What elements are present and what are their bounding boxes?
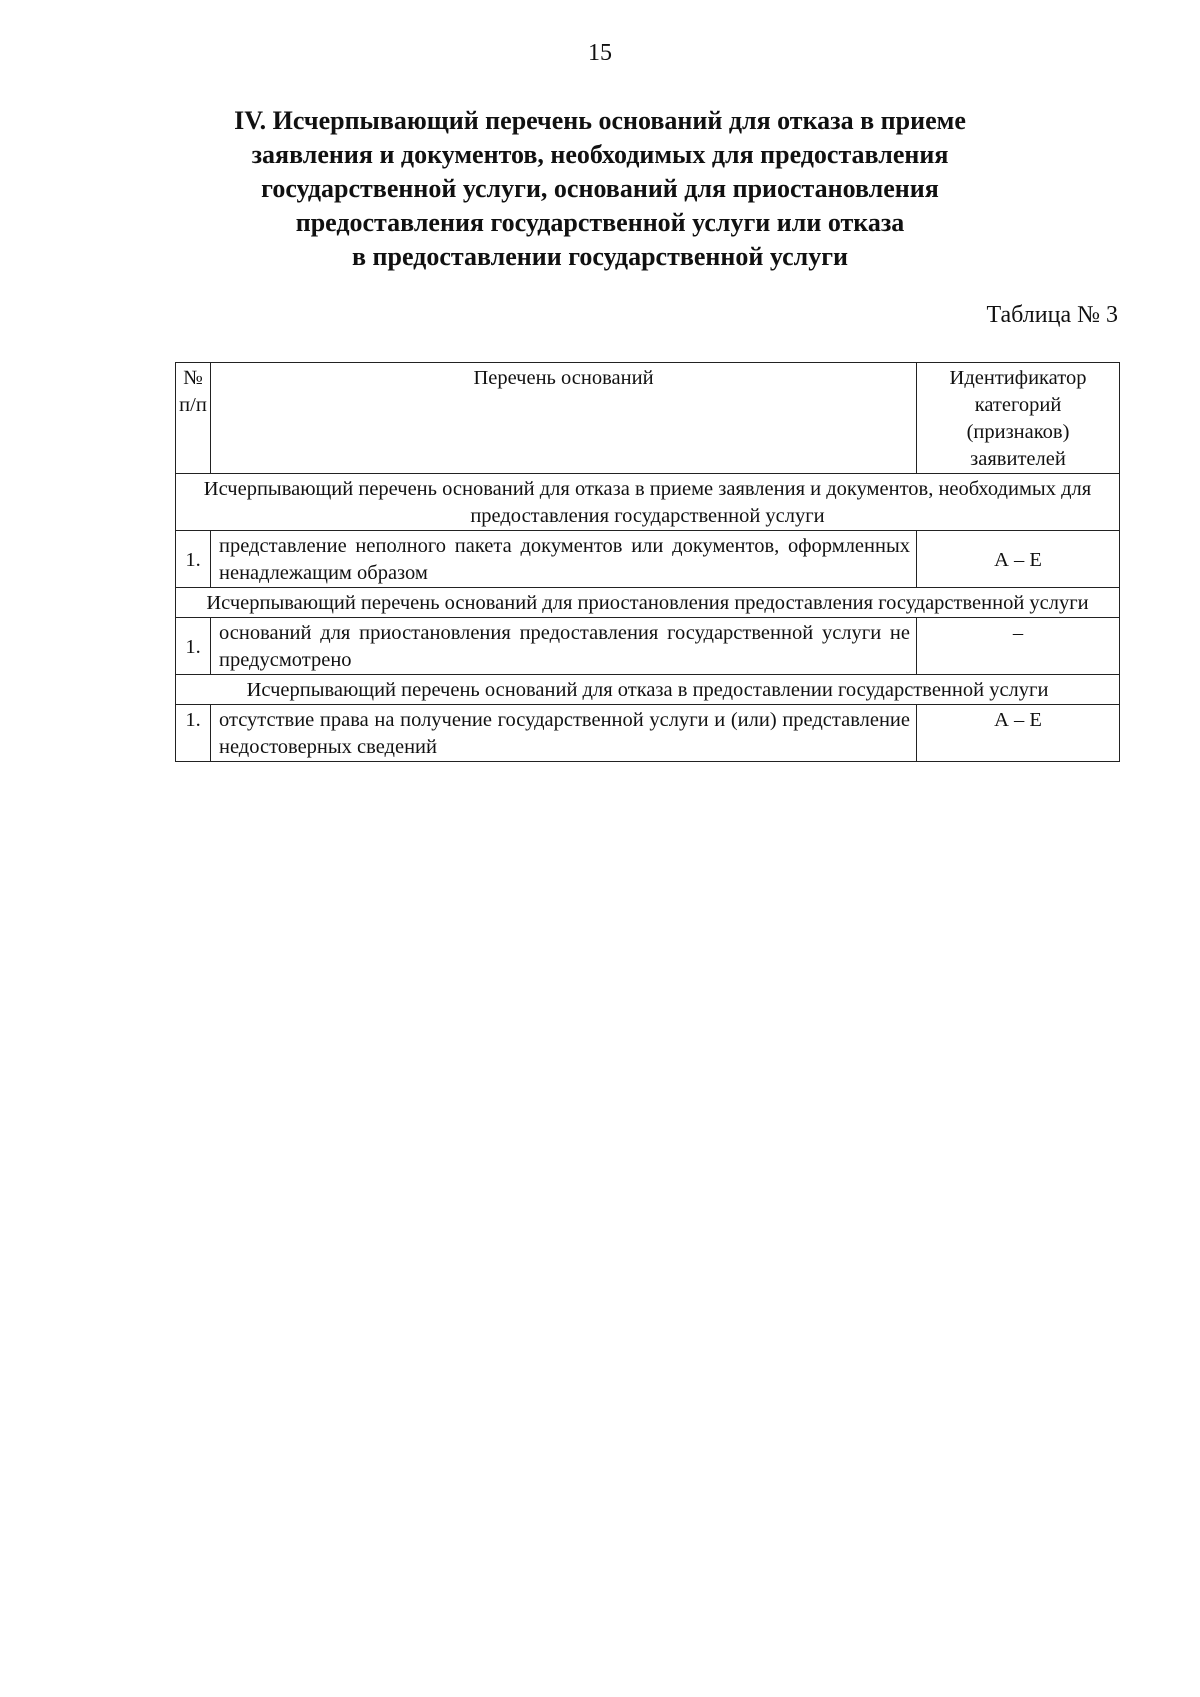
item-number: 1. [176,531,211,588]
section-title [175,104,1025,274]
section-title-line: заявления и документов, необходимых для предоставления [251,140,949,169]
item-identifier: – [917,618,1120,675]
item-text: представление неполного пакета документов или документов, оформленных ненадлежащим образом [211,531,917,588]
section-title-line: IV. Исчерпывающий перечень оснований для отказа в приеме [234,106,966,135]
section-heading: Исчерпывающий перечень оснований для приостановления предоставления государственной услуги [176,588,1120,618]
item-number: 1. [176,618,211,675]
table-row [176,531,1120,588]
section-title-line: в предоставлении государственной услуги [351,242,848,271]
header-num: № п/п [176,363,211,474]
item-text: отсутствие права на получение государственной услуги и (или) представление недостоверных сведений [211,705,917,762]
section-heading-row [176,588,1120,618]
table-row [176,705,1120,762]
table-header-row [176,363,1120,474]
section-heading: Исчерпывающий перечень оснований для отказа в предоставлении государственной услуги [176,675,1120,705]
item-identifier: А – Е [917,705,1120,762]
item-number: 1. [176,705,211,762]
section-heading-row [176,474,1120,531]
section-heading: Исчерпывающий перечень оснований для отказа в приеме заявления и документов, необходимых для предоставления государственной услуги [176,474,1120,531]
header-identifier: Идентификатор категорий (признаков) заявителей [917,363,1120,474]
section-heading-row [176,675,1120,705]
section-title-line: предоставления государственной услуги или отказа [295,208,905,237]
item-text: оснований для приостановления предоставления государственной услуги не предусмотрено [211,618,917,675]
section-title-line: государственной услуги, оснований для приостановления [261,174,939,203]
table-caption: Таблица № 3 [986,302,1118,328]
grounds-table [175,362,1120,762]
table-row [176,618,1120,675]
item-identifier: А – Е [917,531,1120,588]
page-number: 15 [588,40,612,66]
header-grounds: Перечень оснований [211,363,917,474]
